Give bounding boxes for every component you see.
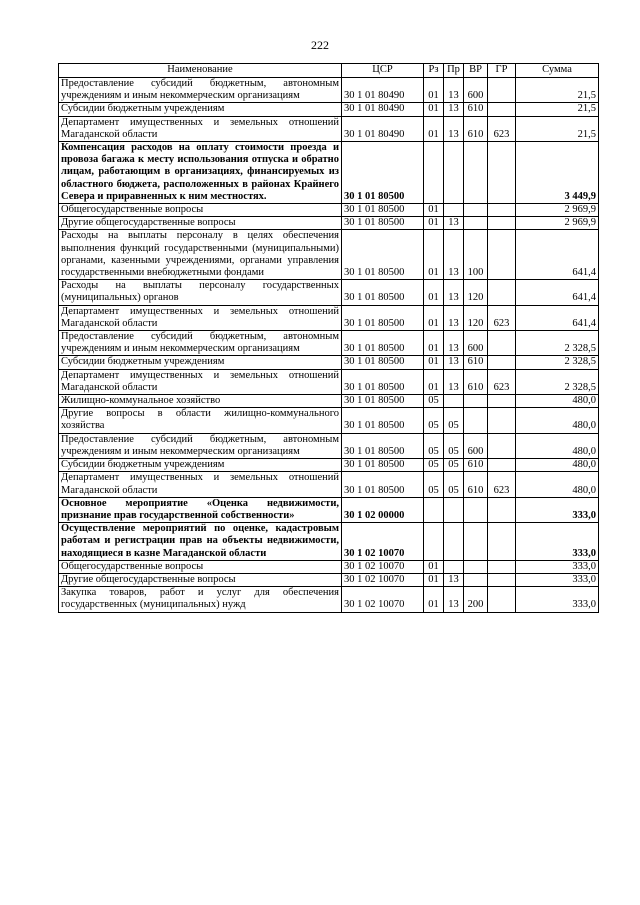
- cell-gr: [488, 560, 516, 573]
- header-vr: ВР: [464, 64, 488, 78]
- cell-rz: 05: [424, 408, 444, 433]
- cell-vr: [464, 395, 488, 408]
- table-row: [59, 472, 599, 497]
- cell-gr: [488, 497, 516, 522]
- cell-name: Закупка товаров, работ и услуг для обеспечения государственных (муниципальных) нужд: [59, 587, 342, 612]
- cell-vr: [464, 523, 488, 561]
- cell-vr: 610: [464, 116, 488, 141]
- cell-vr: 610: [464, 369, 488, 394]
- cell-vr: [464, 217, 488, 230]
- table-row: [59, 523, 599, 561]
- table-row: [59, 280, 599, 305]
- cell-vr: [464, 142, 488, 204]
- cell-name: Другие общегосударственные вопросы: [59, 217, 342, 230]
- cell-rz: 05: [424, 395, 444, 408]
- cell-name: Другие вопросы в области жилищно-коммунального хозяйства: [59, 408, 342, 433]
- cell-vr: 600: [464, 331, 488, 356]
- cell-vr: 120: [464, 280, 488, 305]
- cell-pr: [444, 142, 464, 204]
- page-number: 222: [311, 38, 329, 52]
- table-row: [59, 560, 599, 573]
- cell-rz: 05: [424, 472, 444, 497]
- cell-name: Предоставление субсидий бюджетным, автономным учреждениям и иным некоммерческим организациям: [59, 433, 342, 458]
- cell-sum: 3 449,9: [516, 142, 599, 204]
- cell-csr: 30 1 01 80500: [342, 217, 424, 230]
- table-row: [59, 230, 599, 280]
- cell-rz: 01: [424, 573, 444, 586]
- cell-rz: 01: [424, 78, 444, 103]
- cell-gr: 623: [488, 369, 516, 394]
- cell-sum: 21,5: [516, 116, 599, 141]
- table-row: [59, 356, 599, 369]
- cell-pr: [444, 395, 464, 408]
- cell-sum: 21,5: [516, 103, 599, 116]
- cell-name: Общегосударственные вопросы: [59, 560, 342, 573]
- cell-vr: 100: [464, 230, 488, 280]
- cell-gr: [488, 395, 516, 408]
- cell-gr: [488, 356, 516, 369]
- cell-name: Субсидии бюджетным учреждениям: [59, 459, 342, 472]
- table-row: [59, 587, 599, 612]
- cell-sum: 641,4: [516, 305, 599, 330]
- cell-rz: 01: [424, 280, 444, 305]
- table-row: [59, 78, 599, 103]
- cell-name: Департамент имущественных и земельных отношений Магаданской области: [59, 472, 342, 497]
- cell-csr: 30 1 01 80500: [342, 395, 424, 408]
- cell-name: Департамент имущественных и земельных отношений Магаданской области: [59, 116, 342, 141]
- cell-csr: 30 1 01 80490: [342, 103, 424, 116]
- cell-gr: [488, 142, 516, 204]
- header-gr: ГР: [488, 64, 516, 78]
- cell-rz: 01: [424, 217, 444, 230]
- cell-rz: [424, 142, 444, 204]
- cell-sum: 2 328,5: [516, 356, 599, 369]
- table-row: [59, 116, 599, 141]
- table-row: [59, 217, 599, 230]
- cell-name: Субсидии бюджетным учреждениям: [59, 356, 342, 369]
- cell-csr: 30 1 02 10070: [342, 523, 424, 561]
- cell-gr: 623: [488, 116, 516, 141]
- cell-csr: 30 1 01 80500: [342, 459, 424, 472]
- cell-gr: [488, 587, 516, 612]
- cell-csr: 30 1 01 80490: [342, 78, 424, 103]
- cell-vr: [464, 497, 488, 522]
- cell-pr: 13: [444, 103, 464, 116]
- cell-rz: [424, 497, 444, 522]
- cell-rz: 01: [424, 560, 444, 573]
- cell-csr: 30 1 01 80500: [342, 331, 424, 356]
- cell-pr: 13: [444, 587, 464, 612]
- cell-csr: 30 1 01 80490: [342, 116, 424, 141]
- cell-gr: 623: [488, 305, 516, 330]
- header-pr: Пр: [444, 64, 464, 78]
- cell-sum: 641,4: [516, 230, 599, 280]
- cell-csr: 30 1 01 80500: [342, 408, 424, 433]
- cell-gr: [488, 408, 516, 433]
- cell-csr: 30 1 01 80500: [342, 230, 424, 280]
- table-row: [59, 433, 599, 458]
- cell-rz: 01: [424, 305, 444, 330]
- cell-pr: 05: [444, 472, 464, 497]
- cell-name: Предоставление субсидий бюджетным, автономным учреждениям и иным некоммерческим организациям: [59, 331, 342, 356]
- cell-name: Основное мероприятие «Оценка недвижимости, признание прав государственной собственности»: [59, 497, 342, 522]
- cell-vr: [464, 573, 488, 586]
- cell-vr: 600: [464, 78, 488, 103]
- table-row: [59, 573, 599, 586]
- cell-csr: 30 1 01 80500: [342, 204, 424, 217]
- cell-name: Другие общегосударственные вопросы: [59, 573, 342, 586]
- cell-vr: 600: [464, 433, 488, 458]
- cell-rz: 01: [424, 356, 444, 369]
- cell-gr: [488, 230, 516, 280]
- cell-pr: [444, 204, 464, 217]
- cell-vr: 610: [464, 459, 488, 472]
- cell-rz: 01: [424, 369, 444, 394]
- table-row: [59, 459, 599, 472]
- cell-sum: 480,0: [516, 408, 599, 433]
- header-csr: ЦСР: [342, 64, 424, 78]
- cell-pr: 13: [444, 356, 464, 369]
- cell-csr: 30 1 01 80500: [342, 305, 424, 330]
- cell-sum: 333,0: [516, 497, 599, 522]
- cell-vr: [464, 408, 488, 433]
- cell-name: Осуществление мероприятий по оценке, кадастровым работам и регистрации прав на объекты недвижимости, находящиеся в казне Магаданской области: [59, 523, 342, 561]
- cell-pr: 13: [444, 331, 464, 356]
- cell-sum: 333,0: [516, 587, 599, 612]
- table-row: [59, 204, 599, 217]
- header-name: Наименование: [59, 64, 342, 78]
- header-sum: Сумма: [516, 64, 599, 78]
- cell-csr: 30 1 02 10070: [342, 587, 424, 612]
- cell-gr: [488, 280, 516, 305]
- cell-sum: 333,0: [516, 523, 599, 561]
- cell-gr: [488, 217, 516, 230]
- cell-pr: 05: [444, 433, 464, 458]
- cell-sum: 480,0: [516, 395, 599, 408]
- cell-csr: 30 1 01 80500: [342, 472, 424, 497]
- cell-pr: [444, 523, 464, 561]
- cell-sum: 480,0: [516, 459, 599, 472]
- budget-table: [58, 63, 599, 613]
- cell-csr: 30 1 02 10070: [342, 573, 424, 586]
- table-row: [59, 497, 599, 522]
- cell-sum: 641,4: [516, 280, 599, 305]
- cell-sum: 333,0: [516, 573, 599, 586]
- cell-name: Компенсация расходов на оплату стоимости проезда и провоза багажа к месту использования отпуска и обратно лицам, работающим в организациях, финансируемых из областного бюджета, расположенных в районах Крайнего Севера и приравненных к ним местностях.: [59, 142, 342, 204]
- cell-pr: 05: [444, 408, 464, 433]
- cell-vr: 120: [464, 305, 488, 330]
- cell-pr: 13: [444, 116, 464, 141]
- cell-pr: 13: [444, 78, 464, 103]
- table-row: [59, 331, 599, 356]
- table-row: [59, 395, 599, 408]
- table-header-row: [59, 64, 599, 78]
- table-row: [59, 408, 599, 433]
- cell-csr: 30 1 01 80500: [342, 142, 424, 204]
- cell-rz: 05: [424, 459, 444, 472]
- cell-name: Департамент имущественных и земельных отношений Магаданской области: [59, 369, 342, 394]
- cell-sum: 480,0: [516, 433, 599, 458]
- cell-name: Расходы на выплаты персоналу в целях обеспечения выполнения функций государственными (муниципальными) органами, казенными учреждениями, органами управления государственными внебюджетными фондами: [59, 230, 342, 280]
- cell-gr: [488, 523, 516, 561]
- cell-sum: 333,0: [516, 560, 599, 573]
- cell-rz: 01: [424, 331, 444, 356]
- cell-vr: 610: [464, 472, 488, 497]
- cell-name: Общегосударственные вопросы: [59, 204, 342, 217]
- cell-vr: 610: [464, 356, 488, 369]
- cell-pr: [444, 560, 464, 573]
- cell-gr: [488, 204, 516, 217]
- cell-gr: 623: [488, 472, 516, 497]
- cell-vr: 610: [464, 103, 488, 116]
- cell-rz: 05: [424, 433, 444, 458]
- cell-csr: 30 1 01 80500: [342, 369, 424, 394]
- header-rz: Рз: [424, 64, 444, 78]
- cell-name: Субсидии бюджетным учреждениям: [59, 103, 342, 116]
- cell-vr: [464, 204, 488, 217]
- cell-pr: [444, 497, 464, 522]
- cell-csr: 30 1 01 80500: [342, 280, 424, 305]
- table-row: [59, 369, 599, 394]
- cell-sum: 2 969,9: [516, 204, 599, 217]
- cell-gr: [488, 78, 516, 103]
- cell-gr: [488, 433, 516, 458]
- cell-csr: 30 1 01 80500: [342, 356, 424, 369]
- cell-name: Департамент имущественных и земельных отношений Магаданской области: [59, 305, 342, 330]
- table-row: [59, 142, 599, 204]
- cell-vr: [464, 560, 488, 573]
- cell-pr: 13: [444, 369, 464, 394]
- cell-rz: 01: [424, 587, 444, 612]
- cell-rz: [424, 523, 444, 561]
- cell-sum: 2 328,5: [516, 331, 599, 356]
- table-row: [59, 103, 599, 116]
- cell-gr: [488, 103, 516, 116]
- cell-sum: 2 969,9: [516, 217, 599, 230]
- cell-rz: 01: [424, 116, 444, 141]
- cell-gr: [488, 331, 516, 356]
- cell-name: Расходы на выплаты персоналу государственных (муниципальных) органов: [59, 280, 342, 305]
- cell-pr: 13: [444, 305, 464, 330]
- cell-name: Жилищно-коммунальное хозяйство: [59, 395, 342, 408]
- cell-rz: 01: [424, 103, 444, 116]
- cell-csr: 30 1 02 00000: [342, 497, 424, 522]
- cell-rz: 01: [424, 204, 444, 217]
- cell-name: Предоставление субсидий бюджетным, автономным учреждениям и иным некоммерческим организациям: [59, 78, 342, 103]
- cell-csr: 30 1 01 80500: [342, 433, 424, 458]
- cell-pr: 13: [444, 280, 464, 305]
- table-row: [59, 305, 599, 330]
- cell-vr: 200: [464, 587, 488, 612]
- cell-pr: 13: [444, 217, 464, 230]
- cell-pr: 13: [444, 573, 464, 586]
- cell-sum: 2 328,5: [516, 369, 599, 394]
- cell-csr: 30 1 02 10070: [342, 560, 424, 573]
- cell-sum: 21,5: [516, 78, 599, 103]
- cell-rz: 01: [424, 230, 444, 280]
- cell-gr: [488, 459, 516, 472]
- cell-gr: [488, 573, 516, 586]
- cell-sum: 480,0: [516, 472, 599, 497]
- cell-pr: 05: [444, 459, 464, 472]
- cell-pr: 13: [444, 230, 464, 280]
